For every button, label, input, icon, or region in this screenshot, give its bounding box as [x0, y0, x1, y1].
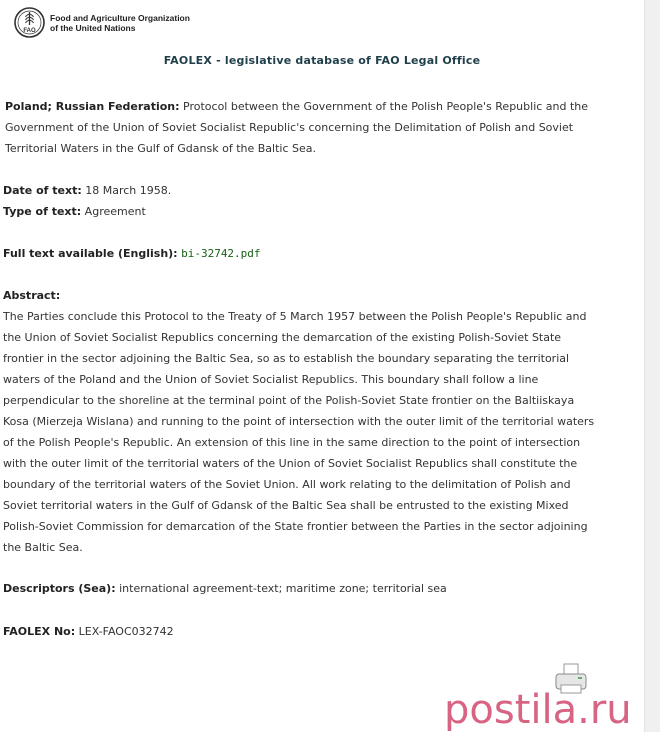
date-of-text — [3, 180, 598, 201]
faolex-value: LEX-FAOC032742 — [75, 625, 174, 638]
vertical-scrollbar[interactable] — [644, 0, 660, 732]
org-name-line2: of the United Nations — [50, 22, 136, 33]
type-label: Type of text: — [3, 205, 82, 218]
record-title-text: Protocol between the Government of the Polish People's Republic and the Government of the Union of Soviet Socialist Republic's concerning the Delimitation of Polish and Soviet Territorial Waters in the Gulf of Gdansk of the Baltic Sea. — [5, 100, 589, 155]
type-value: Agreement — [81, 205, 146, 218]
descriptors — [3, 578, 598, 599]
abstract-label: Abstract: — [3, 289, 61, 302]
org-name — [50, 13, 190, 33]
full-text — [3, 243, 598, 264]
fao-logo[interactable] — [14, 7, 190, 38]
record-title — [5, 96, 600, 159]
fao-emblem-text: FAO — [23, 28, 36, 34]
fulltext-label: Full text available (English): — [3, 247, 178, 260]
org-name-line1: Food and Agriculture Organization — [50, 12, 190, 23]
page-title: FAOLEX - legislative database of FAO Legal Office — [163, 54, 481, 67]
date-label: Date of text: — [3, 184, 82, 197]
fao-emblem-icon — [14, 7, 45, 38]
faolex-number — [3, 621, 598, 642]
faolex-label: FAOLEX No: — [3, 625, 76, 638]
postila-watermark[interactable] — [442, 663, 660, 731]
abstract-text: The Parties conclude this Protocol to the Treaty of 5 March 1957 between the Polish People's Republic and the Union of Soviet Socialist Republics concerning the demarcation of the existing Polish-Soviet State frontier in the sector adjoining the Baltic Sea, so as to establish the boundary separating the territorial waters of the Poland and the Union of Soviet Socialist Republics. This boundary shall follow a line perpendicular to the shoreline at the terminal point of the Polish-Soviet State frontier on the Baltiiskaya Kosa (Mierzeja Wislana) and running to the point of intersection with the outer limit of the territorial waters of the Polish People's Republic. An extension of this line in the same direction to the point of intersection with the outer limit of the territorial waters of the Union of Soviet Socialist Republics shall constitute the boundary of the territorial waters of the Soviet Union. All work relating to the delimitation of Polish and Soviet territorial waters in the Gulf of Gdansk of the Baltic Sea shall be entrusted to the existing Mixed Polish-Soviet Commission for demarcation of the State frontier between the Parties in the sector adjoining the Baltic Sea. — [3, 310, 595, 554]
descriptors-label: Descriptors (Sea): — [3, 582, 116, 595]
countries-label: Poland; Russian Federation: — [5, 100, 180, 113]
date-value: 18 March 1958. — [81, 184, 172, 197]
watermark-text: postila.ru — [444, 687, 632, 731]
descriptors-value: international agreement-text; maritime zone; territorial sea — [115, 582, 447, 595]
fulltext-pdf-link[interactable]: bi-32742.pdf — [181, 247, 261, 260]
type-of-text — [3, 201, 598, 222]
abstract-heading — [3, 285, 598, 306]
